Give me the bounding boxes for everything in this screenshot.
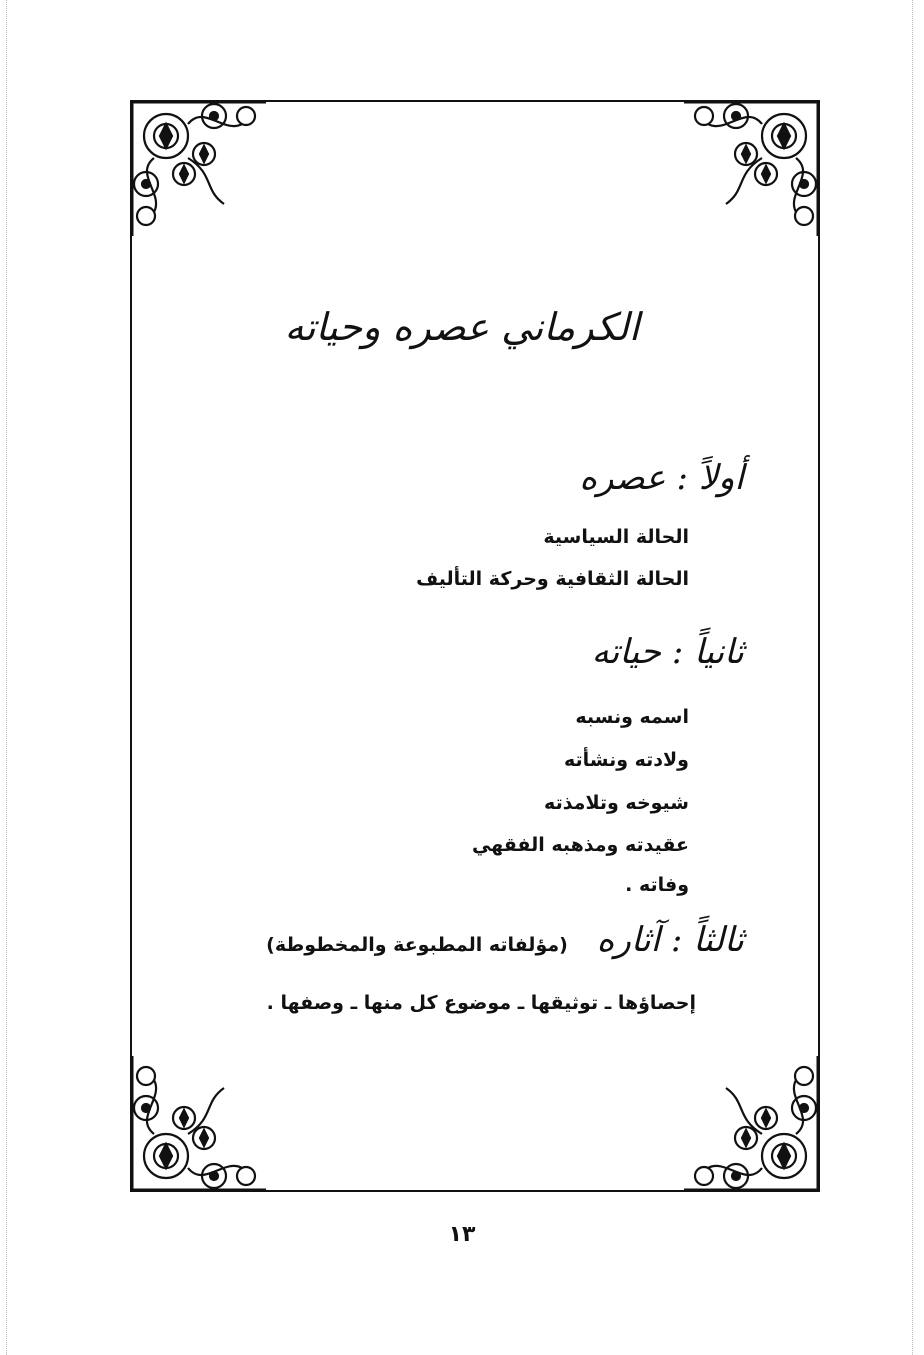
list-item: اسمه ونسبه bbox=[575, 706, 689, 728]
ornament-corner-icon bbox=[124, 94, 274, 244]
list-item: الحالة الثقافية وحركة التأليف bbox=[416, 568, 689, 590]
page-number: ١٣ bbox=[448, 1222, 476, 1247]
list-item: شيوخه وتلامذته bbox=[544, 792, 689, 814]
page-title: الكرماني عصره وحياته bbox=[284, 305, 640, 349]
list-item: ولادته ونشأته bbox=[563, 749, 689, 771]
section-heading-works bbox=[266, 920, 744, 960]
list-item: عقيدته ومذهبه الفقهي bbox=[471, 834, 689, 856]
section-heading-works-label: ثالثاً : آثاره bbox=[596, 920, 744, 960]
section-heading-life: ثانياً : حياته bbox=[591, 632, 744, 672]
ornament-corner-icon bbox=[124, 1048, 274, 1198]
section-note: (مؤلفاته المطبوعة والمخطوطة) bbox=[266, 934, 568, 956]
list-item: وفاته . bbox=[625, 874, 689, 896]
list-item: الحالة السياسية bbox=[543, 526, 689, 548]
ornament-corner-icon bbox=[676, 94, 826, 244]
ornament-corner-icon bbox=[676, 1048, 826, 1198]
section-heading-era: أولاً : عصره bbox=[579, 458, 744, 498]
works-summary-line: إحصاؤها ـ توثيقها ـ موضوع كل منها ـ وصفها . bbox=[266, 992, 696, 1014]
